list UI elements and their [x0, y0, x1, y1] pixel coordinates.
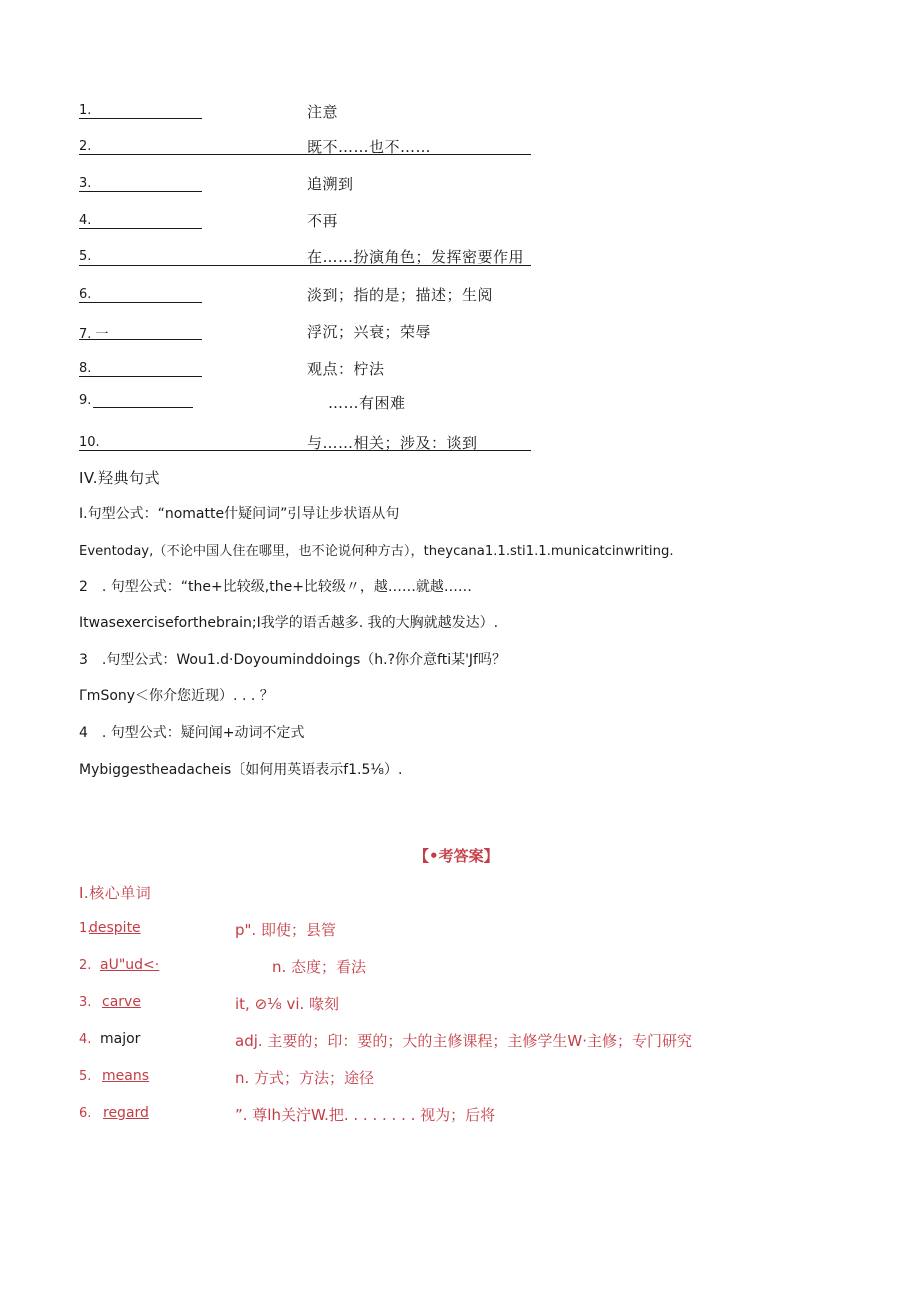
phrase-meaning: 在……扮演角色；发挥密要作用 [307, 248, 525, 266]
sentence-pattern-1: I.句型公式：“nomatte什疑问词”引导让步状语从句 [79, 506, 400, 522]
answer-definition: it, ⊘⅛ vi. 喙刻 [235, 995, 340, 1013]
answer-blank[interactable] [79, 228, 202, 229]
answer-blank[interactable] [79, 154, 531, 155]
sentence-pattern-2: 2 . 句型公式：“the+比较级,the+比较级〃，越……就越…… [79, 579, 472, 595]
phrase-meaning: ……有困难 [328, 394, 406, 412]
phrase-meaning: 淡到；指的是；描述；生阅 [307, 286, 494, 304]
answer-number: 6. [79, 1106, 92, 1121]
answer-definition: n. 方式；方法；途径 [235, 1069, 375, 1087]
answer-number: 2. [79, 958, 92, 973]
answer-blank[interactable] [93, 407, 193, 408]
answer-word: despite [89, 920, 141, 936]
answer-word: aU"ud<· [100, 957, 160, 973]
answer-number: 5. [79, 1069, 92, 1084]
phrase-number: 10. [79, 435, 100, 450]
answer-definition: n. 态度；看法 [272, 958, 367, 976]
answer-blank[interactable] [79, 339, 202, 340]
answer-blank[interactable] [79, 118, 202, 119]
phrase-number: 1. [79, 103, 92, 118]
answer-definition: p". 即使；县管 [235, 921, 336, 939]
answer-word: carve [102, 994, 141, 1010]
phrase-meaning: 不再 [307, 212, 339, 230]
phrase-number: 8. [79, 361, 92, 376]
phrase-number: 4. [79, 213, 92, 228]
phrase-number: 3. [79, 176, 92, 191]
phrase-meaning: 浮沉；兴衰；荣辱 [307, 323, 432, 341]
phrase-number: 9. [79, 393, 92, 408]
example-sentence-1: Eventoday,（不论中国人住在哪里，也不论说何种方古），theycana1.1.sti1.1.municatcinwriting. [79, 544, 674, 559]
example-sentence-3: ΓmSony＜你介您近现）. . . ？ [79, 688, 274, 704]
answer-word: regard [103, 1105, 149, 1121]
section-title: IV.羟典句式 [79, 469, 161, 487]
phrase-meaning: 与……相关；涉及：谈到 [307, 434, 478, 452]
example-sentence-4: Mybiggestheadacheis〔如何用英语表示f1.5⅛）. [79, 762, 403, 778]
example-sentence-2: Itwasexercisefor​thebrain;I我学的语舌越多. 我的大胸就越发达）. [79, 615, 499, 631]
answer-heading: 【•考答案】 [414, 847, 499, 865]
answer-section-title: I.核心单词 [79, 884, 152, 902]
answer-word: major [100, 1031, 141, 1047]
phrase-meaning: 注意 [307, 103, 339, 121]
answer-blank[interactable] [79, 376, 202, 377]
answer-blank[interactable] [79, 191, 202, 192]
phrase-number: 5. [79, 249, 92, 264]
answer-definition: ”. 尊lh关泞W.把. . . . . . . . 视为；后将 [235, 1106, 496, 1124]
sentence-pattern-4: 4 . 句型公式：疑问闻+动词不定式 [79, 725, 305, 741]
phrase-number: 2. [79, 139, 92, 154]
sentence-pattern-3: 3 .句型公式：Wou1.d·Doyoumindd​oings（h.?你介意fti某'Jf吗？ [79, 652, 506, 668]
phrase-meaning: 追溯到 [307, 175, 354, 193]
phrase-meaning: 既不……也不…… [307, 138, 432, 156]
answer-number: 4. [79, 1032, 92, 1047]
answer-definition: adj. 主要的；印：要的；大的主修课程；主修学生W·主修；专门研究 [235, 1032, 693, 1050]
phrase-number: 7. 一 [79, 327, 109, 342]
answer-number: 3. [79, 995, 92, 1010]
answer-number: 1. [79, 921, 92, 936]
phrase-meaning: 观点：柠法 [307, 360, 385, 378]
answer-word: means [102, 1068, 149, 1084]
phrase-number: 6. [79, 287, 92, 302]
answer-blank[interactable] [79, 302, 202, 303]
